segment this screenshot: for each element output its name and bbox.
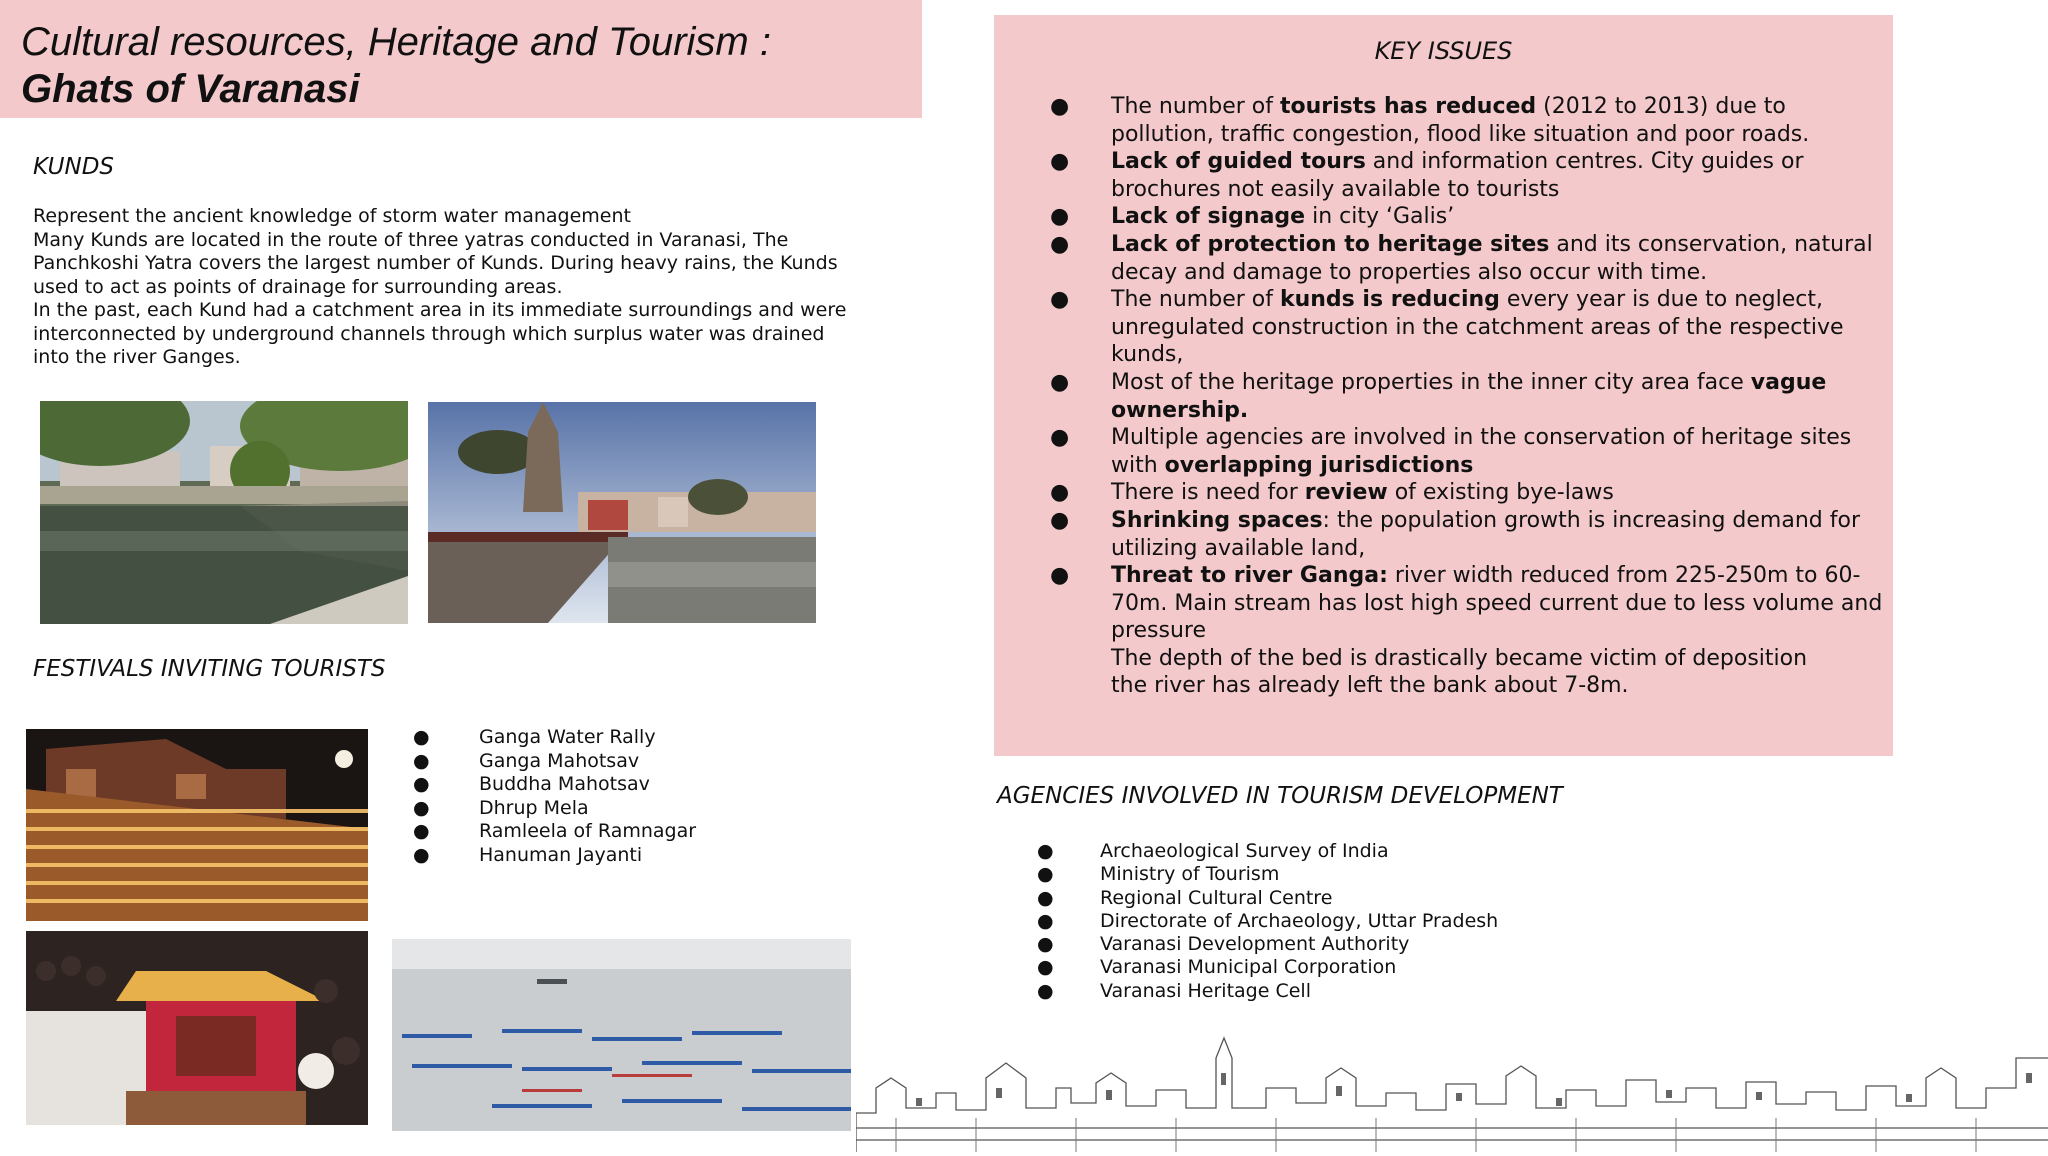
- kunds-paragraph-1: Represent the ancient knowledge of storm water management: [33, 205, 631, 227]
- list-item-continuation: The depth of the bed is drastically became victim of deposition: [1111, 645, 1808, 671]
- list-item: ● Directorate of Archaeology, Uttar Pradesh: [1037, 909, 1499, 932]
- list-item: ● Ganga Mahotsav: [413, 749, 640, 772]
- bullet-icon: ●: [1050, 287, 1070, 313]
- list-item-continuation: the river has already left the bank about 7-8m.: [1111, 673, 1629, 699]
- key-issues-heading: KEY ISSUES: [1374, 37, 1513, 65]
- bullet-icon: ●: [1050, 369, 1070, 395]
- festival-photo-ramleela: [26, 931, 368, 1125]
- bullet-icon: ●: [1037, 956, 1054, 979]
- list-item: ● Lack of protection to heritage sites and its conservation, natural decay and damage to properties also occur with time.: [1050, 231, 1873, 285]
- kund-photo-2: [428, 402, 816, 623]
- list-item: ● Lack of signage in city ‘Galis’: [1050, 204, 1455, 230]
- bullet-icon: ●: [1037, 979, 1054, 1002]
- bullet-icon: ●: [413, 820, 430, 842]
- list-item: ● Multiple agencies are involved in the conservation of heritage sites with overlapping jurisdictions: [1050, 425, 1852, 478]
- page-title-line-1: Cultural resources, Heritage and Tourism :: [21, 20, 771, 64]
- kunds-paragraph-3: In the past, each Kund had a catchment area in its immediate surroundings and were interconnected by underground channels through which surplus water was drained into the river Ganges.: [33, 299, 847, 368]
- bullet-icon: ●: [413, 843, 430, 866]
- bullet-icon: ●: [413, 796, 430, 819]
- bullet-icon: ●: [1050, 231, 1070, 257]
- bullet-icon: ●: [1037, 909, 1054, 932]
- kunds-description: [33, 205, 848, 370]
- festival-photo-lamps: [26, 729, 368, 921]
- list-item: ● There is need for review of existing bye-laws: [1050, 480, 1614, 506]
- kund-photo-1: [40, 401, 408, 624]
- list-item: ● Ramleela of Ramnagar: [413, 820, 697, 842]
- list-item: ● Most of the heritage properties in the inner city area face vague ownership.: [1050, 369, 1827, 423]
- kunds-heading: KUNDS: [33, 154, 115, 180]
- list-item: ● Threat to river Ganga: river width reduced from 225-250m to 60-70m. Main stream has lost high speed current due to less volume and pressure: [1050, 563, 1883, 644]
- list-item: ● Shrinking spaces: the population growth is increasing demand for utilizing available land,: [1050, 507, 1860, 561]
- list-item: ● Ministry of Tourism: [1037, 863, 1280, 886]
- festivals-heading: FESTIVALS INVITING TOURISTS: [33, 656, 386, 682]
- list-item: ● Lack of guided tours and information centres. City guides or brochures not easily available to tourists: [1050, 149, 1804, 202]
- bullet-icon: ●: [1050, 204, 1070, 230]
- list-item: ● Ganga Water Rally: [413, 726, 656, 748]
- festival-photo-water-rally: [392, 939, 851, 1131]
- bullet-icon: ●: [413, 773, 430, 795]
- bullet-icon: ●: [1037, 933, 1054, 956]
- list-item: ● Regional Cultural Centre: [1037, 886, 1333, 909]
- ghats-skyline-sketch: [856, 1018, 2048, 1152]
- agencies-heading: AGENCIES INVOLVED IN TOURISM DEVELOPMENT: [997, 783, 1563, 809]
- page-title-line-2: Ghats of Varanasi: [21, 67, 360, 111]
- bullet-icon: ●: [413, 726, 430, 748]
- list-item: ● Archaeological Survey of India: [1037, 840, 1389, 862]
- key-issues-list: [1050, 93, 1890, 700]
- key-issues-panel: [994, 15, 1893, 756]
- list-item: ● Varanasi Heritage Cell: [1037, 979, 1311, 1002]
- bullet-icon: ●: [1037, 840, 1054, 862]
- list-item: ● The number of kunds is reducing every year is due to neglect, unregulated construction in the catchment areas of the respective kunds,: [1050, 287, 1844, 368]
- bullet-icon: ●: [1050, 94, 1070, 119]
- bullet-icon: ●: [1037, 863, 1054, 886]
- list-item: ● Varanasi Municipal Corporation: [1037, 956, 1397, 979]
- list-item: ● Buddha Mahotsav: [413, 773, 650, 795]
- bullet-icon: ●: [1050, 563, 1070, 589]
- title-banner: [0, 0, 922, 118]
- list-item: ● Hanuman Jayanti: [413, 843, 643, 866]
- list-item: ● Varanasi Development Authority: [1037, 933, 1410, 956]
- bullet-icon: ●: [1050, 149, 1070, 175]
- bullet-icon: ●: [1050, 507, 1070, 533]
- bullet-icon: ●: [1050, 425, 1070, 451]
- agencies-list: [1037, 840, 1537, 1003]
- list-item: ● Dhrup Mela: [413, 796, 589, 819]
- bullet-icon: ●: [1037, 886, 1054, 909]
- kunds-paragraph-2: Many Kunds are located in the route of three yatras conducted in Varanasi, The Panchkoshi Yatra covers the largest number of Kunds. During heavy rains, the Kunds used to act as points of drainage for surrounding areas.: [33, 228, 838, 298]
- festivals-list: [413, 726, 833, 867]
- bullet-icon: ●: [413, 749, 430, 772]
- list-item: ● The number of tourists has reduced (2012 to 2013) due to pollution, traffic congestion, flood like situation and poor roads.: [1050, 94, 1810, 147]
- bullet-icon: ●: [1050, 480, 1070, 506]
